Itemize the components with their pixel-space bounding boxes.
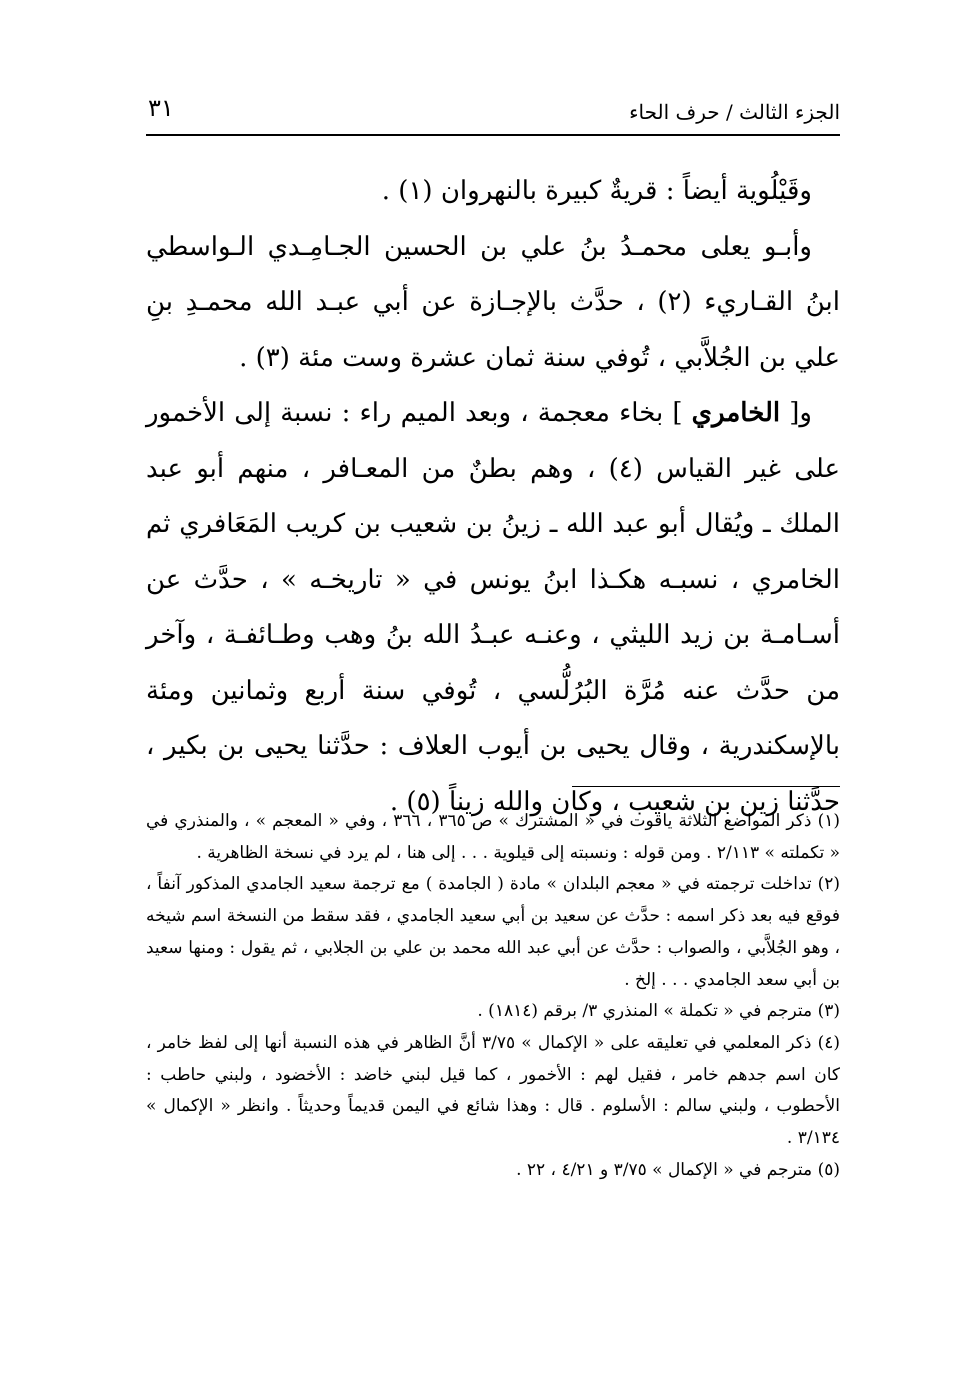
entry-prefix: و[ <box>780 398 812 428</box>
footnote-2 <box>146 869 840 996</box>
footnote-number: (٤) <box>817 1032 840 1053</box>
footnote-1 <box>146 806 840 869</box>
footnote-number: (٣) <box>817 1001 840 1022</box>
footnote-number: (٥) <box>817 1159 840 1180</box>
footnote-text: مترجم في « تكملة » المنذري ٣/ برقم (١٨١٤) . <box>477 1001 813 1022</box>
entry-rest: ] بخاء معجمة ، وبعد الميم راء : نسبة إلى الأخمور على غير القياس (٤) ، وهم بطنٌ من المعـافر ، منهم أبو عبد الملك ـ ويُقال أبو عبد الله ـ زينُ بن شعيب بن كريب المَعَافري ثم الخامري ، نسبـه هكـذا ابنُ يونس في « تاريخـه » ، حدَّث عن أسـامـة بن زيد الليثي ، وعنـه عبـدُ الله بنُ وهب وطـائفـة ، وآخر من حدَّث عنه مُرَّة البُرُلُّسي ، تُوفي سنة أربع وثمانين ومئة بالإسكندرية ، وقال يحيى بن أيوب العلاف : حدَّثنا يحيى بن بكير ، حدَّثنا زين بن شعيب ، وكان والله زيناً (٥) . <box>146 398 840 817</box>
footnote-4 <box>146 1028 840 1155</box>
footnote-3 <box>146 996 840 1028</box>
paragraph-qayluwiya: وقَيْلُوية أيضاً : قريةٌ كبيرة بالنهروان (١) . <box>381 176 812 206</box>
paragraph-khamiri <box>146 386 840 830</box>
footnote-separator <box>572 786 840 787</box>
footnote-number: (٢) <box>817 874 840 895</box>
page-number: ٣١ <box>148 94 174 122</box>
footnote-text: ذكر المواضع الثلاثة ياقوت في « المشترك » ص ٣٦٥ ، ٣٦٦ ، وفي « المعجم » ، والمنذري في « تكملته » ٢/١١٣ . ومن قوله : ونسبته إلى قيلوية . . . إلى هنا ، لم يرد في نسخة الظاهرية . <box>146 811 840 863</box>
footnote-5 <box>146 1155 840 1187</box>
running-head: الجزء الثالث / حرف الحاء <box>629 100 840 124</box>
entry-headword: الخامري <box>691 398 781 428</box>
footnote-text: ذكر المعلمي في تعليقه على « الإكمال » ٣/٧٥ أنَّ الظاهر في هذه النسبة أنها إلى لفظ خامر ، كان اسم جدهم خامر ، فقيل لهم : الأخمور ، كما قيل لبني خاضد : الأخضود ، ولبني حاطب : الأحطوب ، ولبني سالم : الأسلوم . قال : وهذا شائع في اليمن قديماً وحديثاً . وانظر « الإكمال » ٣/١٣٤ . <box>146 1032 840 1149</box>
page-header <box>146 88 840 136</box>
footnote-number: (١) <box>817 811 840 831</box>
footnotes <box>146 806 840 1186</box>
footnote-text: تداخلت ترجمته في « معجم البلدان » مادة ( الجامدة ) مع ترجمة سعيد الجامدي المذكور آنفاً ، فوقع فيه بعد ذكر اسمه : حدَّث عن سعيد بن أبي سعيد الجامدي ، فقد سقط من النسخة اسم شيخه ، وهو الجُلاَّبي ، والصواب : حدَّث عن أبي عبد الله محمد بن علي بن الجلابي ، ثم يقول : ومنها سعيد بن أبي سعد الجامدي . . . إلخ . <box>146 874 840 990</box>
footnote-text: مترجم في « الإكمال » ٣/٧٥ و ٤/٢١ ، ٢٢ . <box>516 1159 813 1180</box>
paragraph-abu-yala: وأبـو يعلى محمـدُ بنُ علي بن الحسين الجـامِـدي الـواسطي ابنُ القـاريء (٢) ، حدَّث بالإجـازة عن أبي عبـد الله محمـدِ بنِ علي بن الجُلاَّبي ، تُوفي سنة ثمان عشرة وست مئة (٣) . <box>146 231 840 373</box>
main-text <box>146 164 840 830</box>
